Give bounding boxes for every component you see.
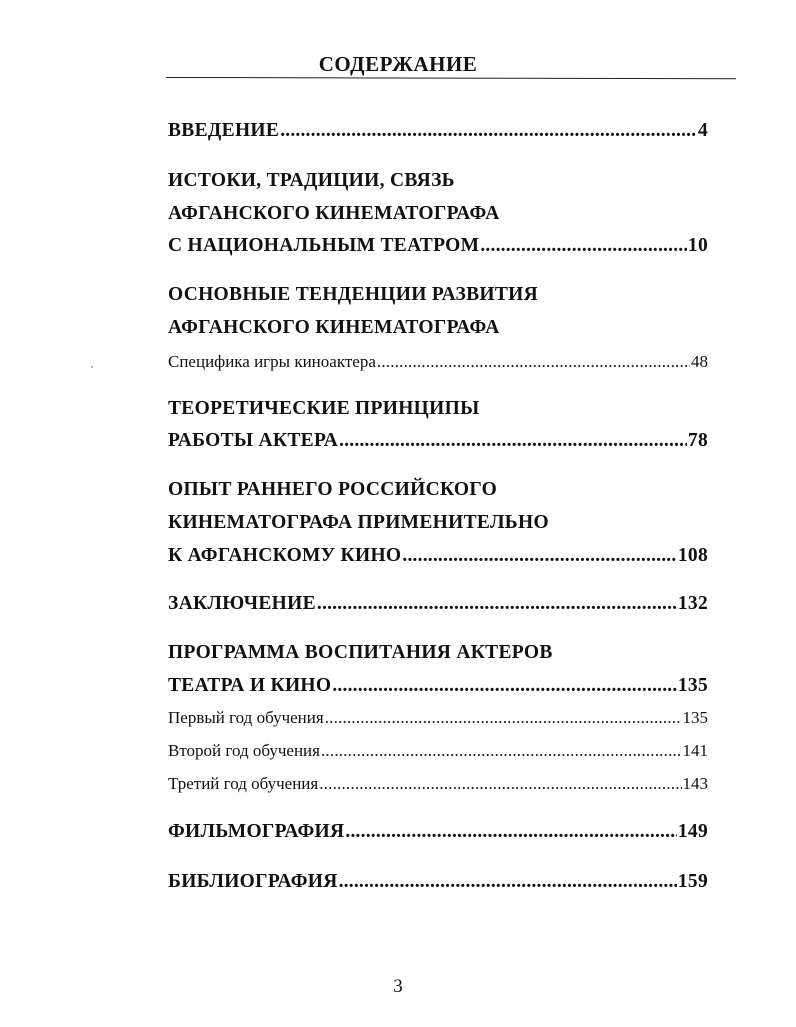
dot-leader (339, 430, 687, 452)
toc-page-number: 132 (677, 593, 708, 614)
toc-entry-title: ТЕАТРА И КИНО (168, 675, 332, 696)
toc-heading-line: ПРОГРАММА ВОСПИТАНИЯ АКТЕРОВ (168, 642, 553, 663)
toc-entry-bibliography[interactable] (168, 871, 708, 893)
toc-subentry-third-year[interactable] (168, 774, 708, 794)
toc-entry-russian-experience[interactable] (168, 545, 708, 567)
toc-title: СОДЕРЖАНИЕ (318, 52, 478, 76)
title-underline (166, 77, 736, 79)
toc-heading-line: ИСТОКИ, ТРАДИЦИИ, СВЯЗЬ (168, 170, 455, 191)
toc-subentry-first-year[interactable] (168, 708, 708, 728)
dot-leader (319, 774, 681, 794)
toc-entry-program[interactable] (168, 675, 708, 697)
dot-leader (321, 741, 682, 761)
toc-entry-title: ЗАКЛЮЧЕНИЕ (168, 593, 316, 614)
toc-entry-title: К АФГАНСКОМУ КИНО (168, 545, 402, 566)
toc-subentry-second-year[interactable] (168, 741, 708, 761)
toc-page-number: 78 (687, 430, 708, 451)
toc-entry-origins[interactable] (168, 235, 708, 257)
toc-page-number: 135 (677, 675, 708, 696)
dot-leader (377, 352, 690, 372)
toc-entry-title: С НАЦИОНАЛЬНЫМ ТЕАТРОМ (168, 235, 480, 256)
toc-entry-introduction[interactable] (168, 120, 708, 142)
toc-entry-title: Специфика игры киноактера (168, 352, 376, 371)
toc-page-number: 48 (691, 352, 708, 371)
toc-heading-line: ТЕОРЕТИЧЕСКИЕ ПРИНЦИПЫ (168, 398, 480, 419)
dot-leader (325, 708, 682, 728)
toc-entry-title: БИБЛИОГРАФИЯ (168, 871, 338, 892)
toc-page-number: 149 (677, 821, 708, 842)
toc-entry-filmography[interactable] (168, 821, 708, 843)
toc-entry-title: Третий год обучения (168, 774, 319, 793)
dot-leader (332, 675, 676, 697)
toc-heading-line: ОПЫТ РАННЕГО РОССИЙСКОГО (168, 479, 498, 500)
dot-leader (339, 871, 677, 893)
toc-page-number: 4 (697, 120, 708, 141)
toc-heading-line: АФГАНСКОГО КИНЕМАТОГРАФА (168, 317, 500, 338)
toc-page-number: 159 (677, 871, 708, 892)
dot-leader (317, 593, 677, 615)
toc-entry-theory[interactable] (168, 430, 708, 452)
toc-entry-title: ВВЕДЕНИЕ (168, 120, 280, 141)
toc-heading-line: КИНЕМАТОГРАФА ПРИМЕНИТЕЛЬНО (168, 512, 549, 533)
toc-page-number: 143 (682, 774, 708, 793)
toc-subentry-actor-specifics[interactable] (168, 352, 708, 372)
toc-entry-conclusion[interactable] (168, 593, 708, 615)
toc-entry-title: РАБОТЫ АКТЕРА (168, 430, 339, 451)
toc-heading-line: АФГАНСКОГО КИНЕМАТОГРАФА (168, 203, 500, 224)
toc-page-number: 108 (677, 545, 708, 566)
dot-leader (280, 120, 697, 142)
dot-leader (480, 235, 687, 257)
toc-page-number: 141 (682, 741, 708, 760)
dot-leader (402, 545, 676, 567)
toc-page-number: 135 (682, 708, 708, 727)
toc-entry-title: Второй год обучения (168, 741, 320, 760)
toc-heading-line: ОСНОВНЫЕ ТЕНДЕНЦИИ РАЗВИТИЯ (168, 284, 539, 305)
scan-speck (91, 366, 93, 368)
toc-page-number: 10 (687, 235, 708, 256)
toc-entry-title: Первый год обучения (168, 708, 324, 727)
page-number: 3 (393, 976, 403, 997)
toc-entry-title: ФИЛЬМОГРАФИЯ (168, 821, 345, 842)
dot-leader (345, 821, 676, 843)
